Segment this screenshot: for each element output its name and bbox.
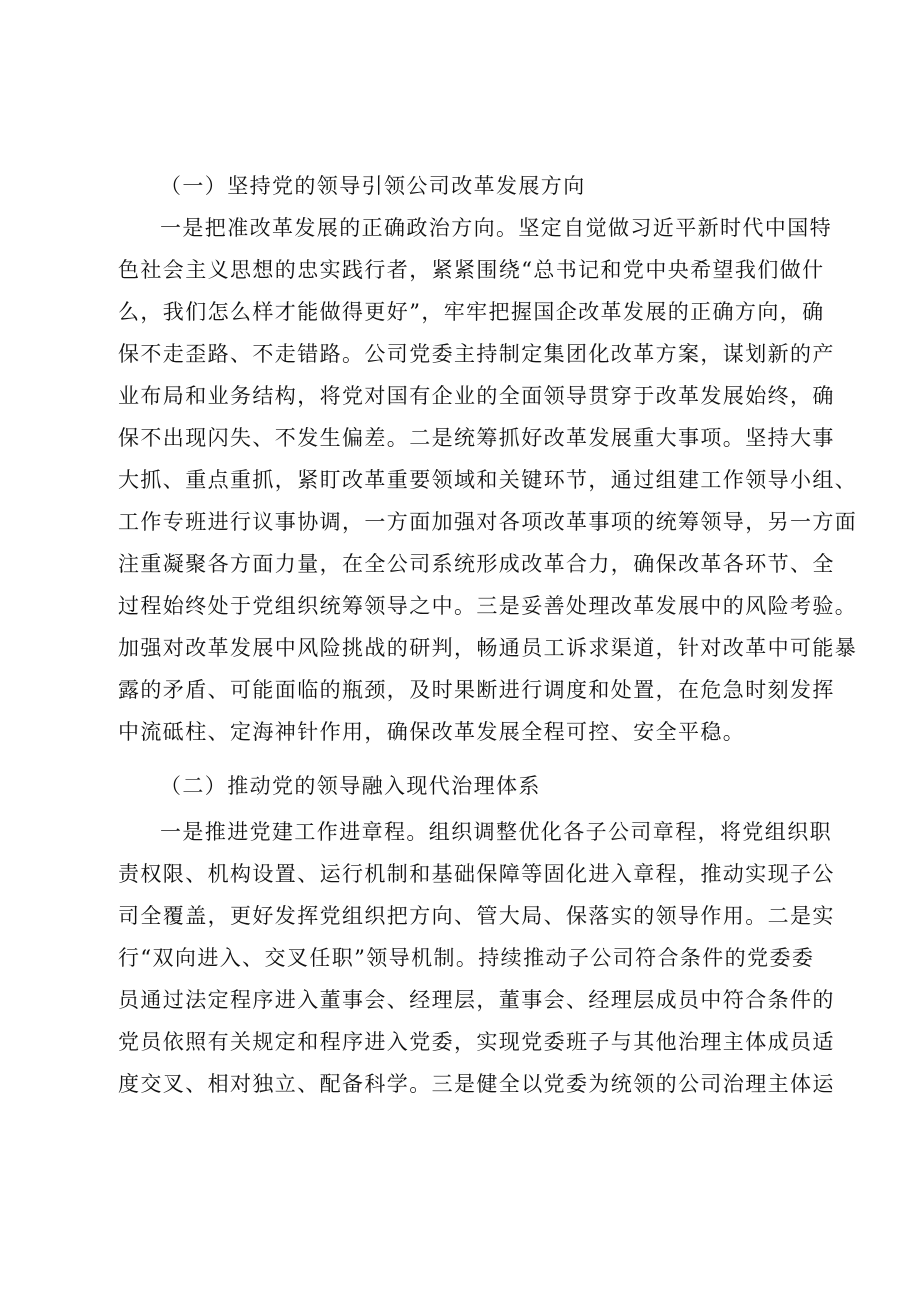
paragraph-line: 过程始终处于党组织统筹领导之中。三是妥善处理改革发展中的风险考验。 (118, 594, 858, 618)
paragraph-line: 度交叉、相对独立、配备科学。三是健全以党委为统领的公司治理主体运 (118, 1072, 835, 1096)
section-2-heading: （二）推动党的领导融入现代治理体系 (160, 774, 541, 798)
paragraph-line: 工作专班进行议事协调，一方面加强对各项改革事项的统筹领导，另一方面 (118, 510, 858, 534)
paragraph-line: 色社会主义思想的忠实践行者，紧紧围绕“总书记和党中央希望我们做什 (118, 258, 825, 282)
paragraph-line: 行“双向进入、交叉任职”领导机制。持续推动子公司符合条件的党委委 (118, 946, 815, 970)
paragraph-line: 一是推进党建工作进章程。组织调整优化各子公司章程，将党组织职 (160, 820, 832, 844)
paragraph-line: 责权限、机构设置、运行机制和基础保障等固化进入章程，推动实现子公 (118, 862, 835, 886)
paragraph-line: 注重凝聚各方面力量，在全公司系统形成改革合力，确保改革各环节、全 (118, 552, 835, 576)
paragraph-line: 党员依照有关规定和程序进入党委，实现党委班子与其他治理主体成员适 (118, 1030, 835, 1054)
paragraph-line: 中流砥柱、定海神针作用，确保改革发展全程可控、安全平稳。 (118, 720, 746, 744)
paragraph-line: 加强对改革发展中风险挑战的研判，畅通员工诉求渠道，针对改革中可能暴 (118, 636, 858, 660)
paragraph-line: 员通过法定程序进入董事会、经理层，董事会、经理层成员中符合条件的 (118, 988, 835, 1012)
paragraph-line: 大抓、重点重抓，紧盯改革重要领域和关键环节，通过组建工作领导小组、 (118, 468, 858, 492)
paragraph-line: 司全覆盖，更好发挥党组织把方向、管大局、保落实的领导作用。二是实 (118, 904, 835, 928)
section-1-heading: （一）坚持党的领导引领公司改革发展方向 (160, 174, 586, 198)
paragraph-line: 一是把准改革发展的正确政治方向。坚定自觉做习近平新时代中国特 (160, 216, 832, 240)
paragraph-line: 保不走歪路、不走错路。公司党委主持制定集团化改革方案，谋划新的产 (118, 342, 835, 366)
paragraph-line: 保不出现闪失、不发生偏差。二是统筹抓好改革发展重大事项。坚持大事 (118, 426, 835, 450)
paragraph-line: 露的矛盾、可能面临的瓶颈，及时果断进行调度和处置，在危急时刻发挥 (118, 678, 835, 702)
paragraph-line: 业布局和业务结构，将党对国有企业的全面领导贯穿于改革发展始终，确 (118, 384, 835, 408)
paragraph-line: 么，我们怎么样才能做得更好”，牢牢把握国企改革发展的正确方向，确 (118, 300, 825, 324)
